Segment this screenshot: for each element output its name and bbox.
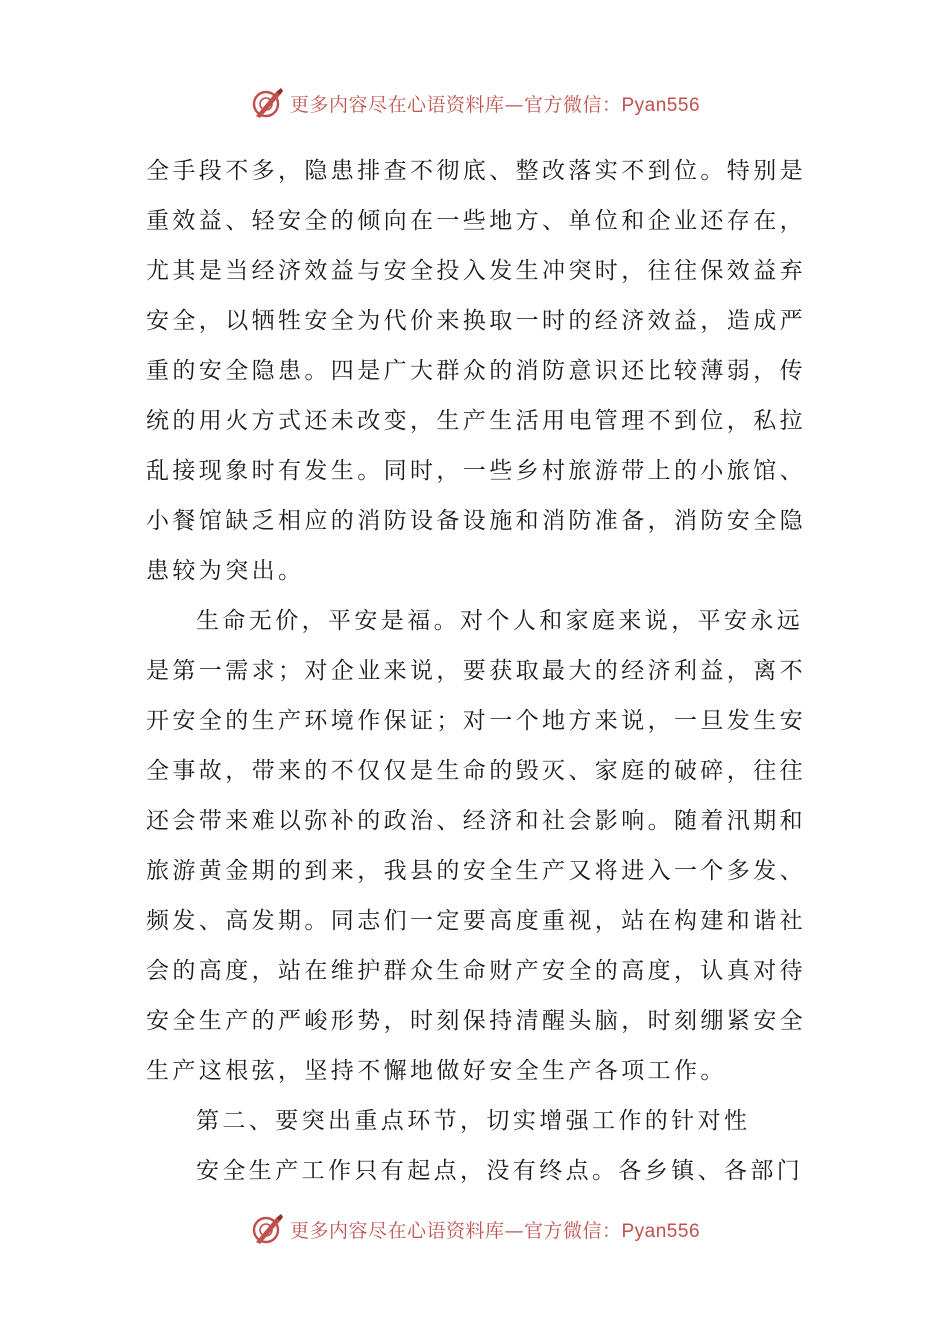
- banner-text: 更多内容尽在心语资料库—官方微信：Pyan556: [289, 93, 701, 116]
- text-line: 第二、要突出重点环节，切实增强工作的针对性: [196, 1108, 751, 1134]
- text-line: 是第一需求；对企业来说，要获取最大的经济利益，离不: [146, 658, 806, 684]
- text-line: 重的安全隐患。四是广大群众的消防意识还比较薄弱，传: [146, 358, 806, 384]
- text-line: 生命无价，平安是福。对个人和家庭来说，平安永远: [196, 608, 804, 634]
- text-line: 生产这根弦，坚持不懈地做好安全生产各项工作。: [146, 1058, 727, 1084]
- text-line: 患较为突出。: [146, 558, 305, 584]
- text-line: 安全生产的严峻形势，时刻保持清醒头脑，时刻绷紧安全: [146, 1008, 806, 1034]
- text-line: 还会带来难以弥补的政治、经济和社会影响。随着汛期和: [146, 808, 806, 834]
- text-line: 安全，以牺牲安全为代价来换取一时的经济效益，造成严: [146, 308, 806, 334]
- wechat-id: Pyan556: [621, 94, 701, 116]
- text-line: 小餐馆缺乏相应的消防设备设施和消防准备，消防安全隐: [146, 508, 806, 534]
- text-line: 全事故，带来的不仅仅是生命的毁灭、家庭的破碎，往往: [146, 758, 806, 784]
- document-body: [146, 146, 806, 1196]
- text-line: 会的高度，站在维护群众生命财产安全的高度，认真对待: [146, 958, 806, 984]
- text-line: 开安全的生产环境作保证；对一个地方来说，一旦发生安: [146, 708, 806, 734]
- pen-logo-icon: [250, 1212, 284, 1246]
- text-line: 乱接现象时有发生。同时，一些乡村旅游带上的小旅馆、: [146, 458, 806, 484]
- banner-text: 更多内容尽在心语资料库—官方微信：Pyan556: [289, 1219, 701, 1242]
- pen-logo-icon: [250, 86, 284, 120]
- wechat-id: Pyan556: [621, 1220, 701, 1242]
- text-line: 全手段不多，隐患排查不彻底、整改落实不到位。特别是: [146, 158, 806, 184]
- text-line: 重效益、轻安全的倾向在一些地方、单位和企业还存在，: [146, 208, 806, 234]
- text-line: 旅游黄金期的到来，我县的安全生产又将进入一个多发、: [146, 858, 806, 884]
- text-line: 统的用火方式还未改变，生产生活用电管理不到位，私拉: [146, 408, 806, 434]
- text-line: 安全生产工作只有起点，没有终点。各乡镇、各部门: [196, 1158, 804, 1184]
- text-line: 频发、高发期。同志们一定要高度重视，站在构建和谐社: [146, 908, 806, 934]
- text-line: 尤其是当经济效益与安全投入发生冲突时，往往保效益弃: [146, 258, 806, 284]
- header-banner: [0, 86, 950, 120]
- footer-banner: [0, 1212, 950, 1246]
